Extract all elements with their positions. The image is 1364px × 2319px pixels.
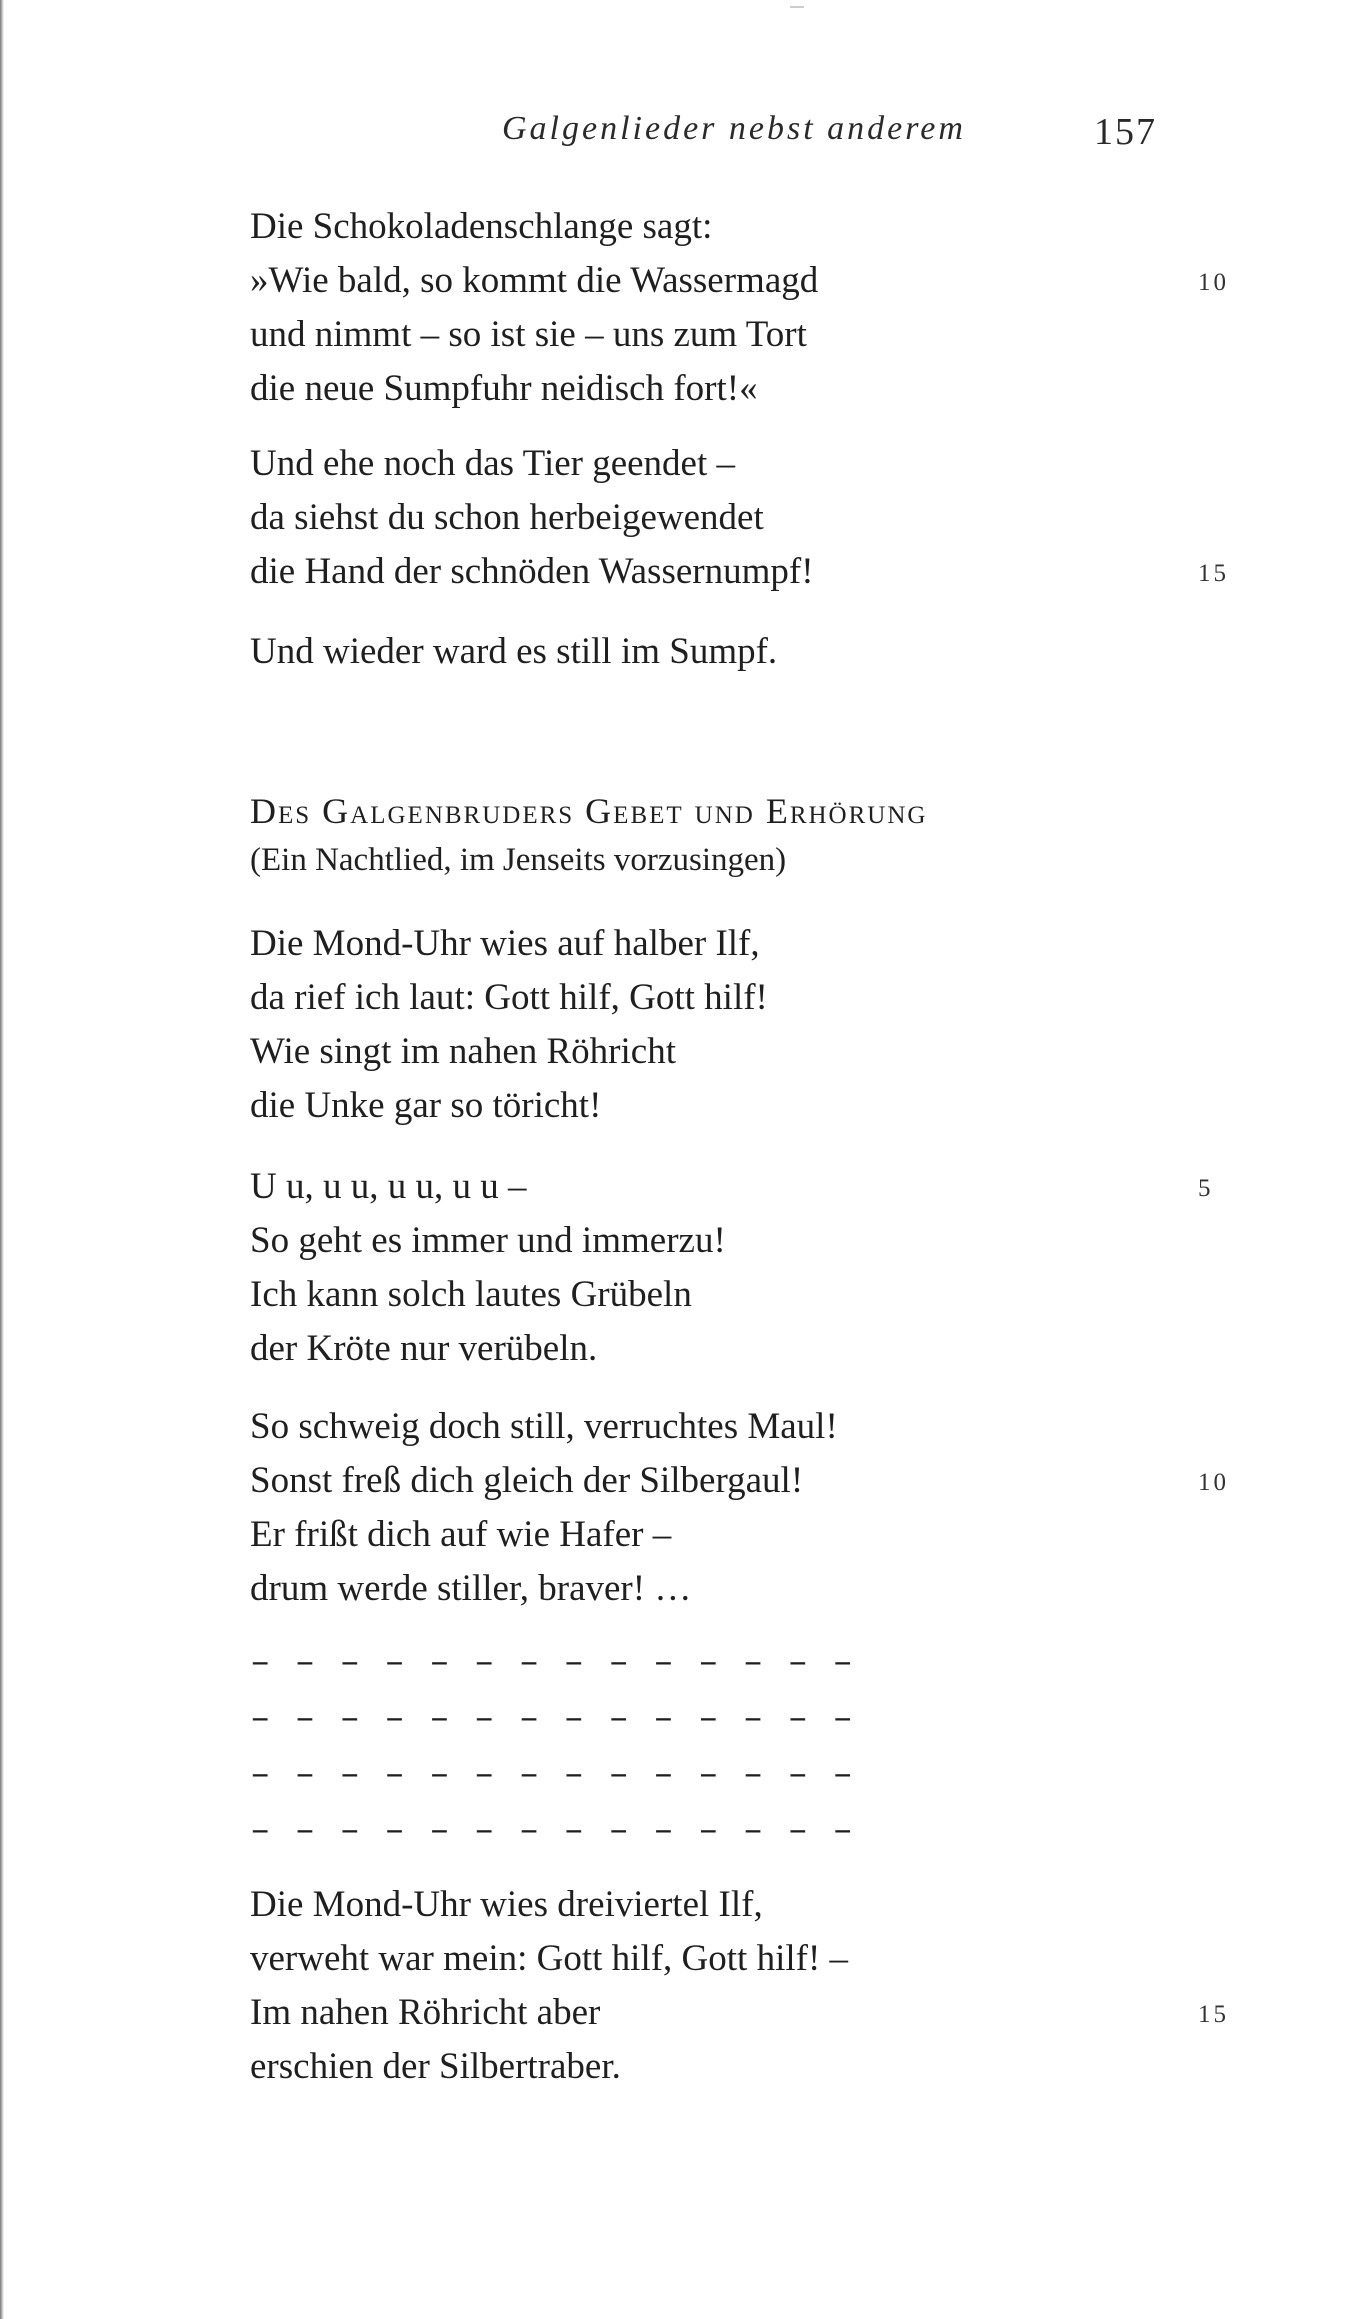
- poem-stanza-3: [250, 1400, 1229, 1616]
- line-number: 5: [1198, 1175, 1214, 1202]
- page-header: [502, 110, 1162, 160]
- scan-mark: [790, 6, 804, 8]
- verse-line: Er frißt dich auf wie Hafer –: [250, 1514, 672, 1555]
- verse-line: und nimmt – so ist sie – uns zum Tort: [250, 314, 807, 355]
- elided-stanza: [250, 1636, 1210, 1860]
- line-number: 15: [1198, 560, 1229, 587]
- verse-line: So schweig doch still, verruchtes Maul!: [250, 1406, 838, 1447]
- dash-line: – – – – – – – – – – – – – –: [250, 1645, 855, 1683]
- stanza-1: [250, 200, 1229, 416]
- verse-line: erschien der Silbertraber.: [250, 2046, 621, 2087]
- verse-line: die Unke gar so töricht!: [250, 1085, 602, 1126]
- running-title: Galgenlieder nebst anderem: [502, 110, 966, 147]
- verse-line: da siehst du schon herbeigewendet: [250, 497, 764, 538]
- page-edge-shadow: [0, 0, 4, 2319]
- verse-line: der Kröte nur verübeln.: [250, 1328, 598, 1369]
- verse-line: Und ehe noch das Tier geendet –: [250, 443, 736, 484]
- verse-line: die neue Sumpfuhr neidisch fort!«: [250, 368, 758, 409]
- page-number: 157: [1094, 111, 1157, 153]
- line-number: 10: [1198, 1469, 1229, 1496]
- dash-line: – – – – – – – – – – – – – –: [250, 1701, 855, 1739]
- verse-line: So geht es immer und immerzu!: [250, 1220, 726, 1261]
- poem-stanza-1: [250, 917, 1210, 1133]
- verse-line: Die Schokoladenschlange sagt:: [250, 206, 713, 247]
- verse-line: drum werde stiller, braver! …: [250, 1568, 692, 1609]
- verse-line: Wie singt im nahen Röhricht: [250, 1031, 676, 1072]
- verse-line: Ich kann solch lautes Grübeln: [250, 1274, 692, 1315]
- poem-title: Des Galgenbruders Gebet und Erhörung: [250, 791, 928, 831]
- verse-line: Die Mond-Uhr wies auf halber Ilf,: [250, 923, 760, 964]
- poem-stanza-2: [250, 1160, 1214, 1376]
- line-number: 15: [1198, 2001, 1229, 2028]
- stanza-3: [250, 625, 1210, 679]
- verse-line: verweht war mein: Gott hilf, Gott hilf! –: [250, 1938, 849, 1979]
- stanza-2: [250, 437, 1229, 599]
- verse-line: »Wie bald, so kommt die Wassermagd 10: [250, 254, 1210, 308]
- verse-line: die Hand der schnöden Wassernumpf! 15: [250, 545, 1210, 599]
- verse-line: Und wieder ward es still im Sumpf.: [250, 631, 778, 672]
- verse-line: Sonst freß dich gleich der Silbergaul! 10: [250, 1454, 1210, 1508]
- poem-subtitle: (Ein Nachtlied, im Jenseits vorzusingen): [250, 842, 787, 878]
- verse-line: Im nahen Röhricht aber 15: [250, 1986, 1210, 2040]
- dash-line: – – – – – – – – – – – – – –: [250, 1757, 855, 1795]
- verse-line: da rief ich laut: Gott hilf, Gott hilf!: [250, 977, 768, 1018]
- verse-line: Die Mond-Uhr wies dreiviertel Ilf,: [250, 1884, 763, 1925]
- dash-line: – – – – – – – – – – – – – –: [250, 1813, 855, 1851]
- poem-stanza-final: [250, 1878, 1229, 2094]
- verse-line: U u, u u, u u, u u – 5: [250, 1160, 1210, 1214]
- line-number: 10: [1198, 269, 1229, 296]
